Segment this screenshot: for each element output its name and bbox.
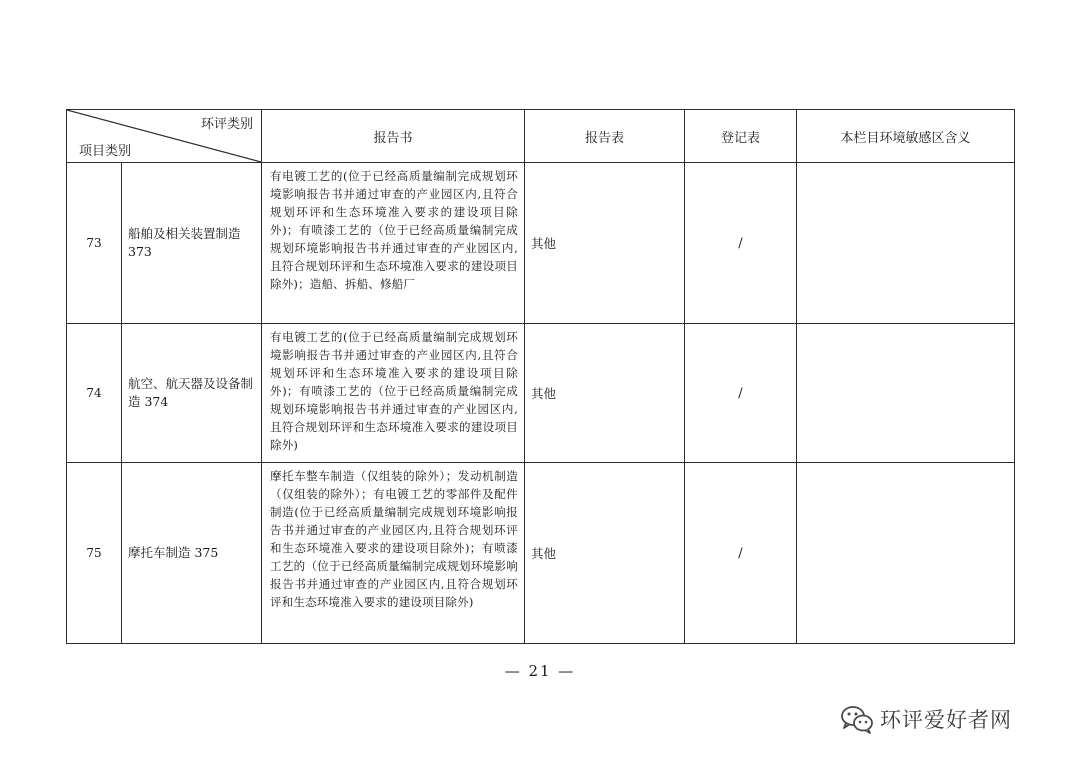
table-row [67,324,1015,463]
project-category-label: 项目类别 [79,144,132,159]
sensitive-area-definition [797,324,1015,463]
row-number: 75 [67,463,122,644]
column-header-registration: 登记表 [685,110,797,163]
column-header-report-book: 报告书 [262,110,525,163]
column-header-sensitive-area: 本栏目环境敏感区含义 [797,110,1015,163]
row-number: 74 [67,324,122,463]
report-book-criteria: 摩托车整车制造（仅组装的除外）；发动机制造（仅组装的除外）；有电镀工艺的零部件及配件制造(位于已经高质量编制完成规划环境影响报告书并通过审查的产业园区内,且符合规划环评和生态环境准入要求的建设项目除外)；有喷漆工艺的（位于已经高质量编制完成规划环境影响报告书并通过审查的产业园区内,且符合规划环评和生态环境准入要求的建设项目除外) [262,463,525,644]
report-book-criteria: 有电镀工艺的(位于已经高质量编制完成规划环境影响报告书并通过审查的产业园区内,且符合规划环评和生态环境准入要求的建设项目除外)；有喷漆工艺的（位于已经高质量编制完成规划环境影响报告书并通过审查的产业园区内,且符合规划环评和生态环境准入要求的建设项目除外) [262,324,525,463]
watermark-text: 环评爱好者网 [880,708,1012,732]
row-number: 73 [67,163,122,324]
project-category: 航空、航天器及设备制造 374 [122,324,262,463]
report-table-criteria: 其他 [525,463,685,644]
header-row [67,110,1015,163]
page-number: — 21 — [504,662,576,680]
watermark [840,702,1012,736]
env-category-label: 环评类别 [200,117,253,132]
registration-criteria: / [685,163,797,324]
sensitive-area-definition [797,163,1015,324]
report-table-criteria: 其他 [525,324,685,463]
classification-table [66,109,1015,644]
report-book-criteria: 有电镀工艺的(位于已经高质量编制完成规划环境影响报告书并通过审查的产业园区内,且符合规划环评和生态环境准入要求的建设项目除外)；有喷漆工艺的（位于已经高质量编制完成规划环境影响报告书并通过审查的产业园区内,且符合规划环评和生态环境准入要求的建设项目除外)；造船、拆船、修船厂 [262,163,525,324]
column-header-report-table: 报告表 [525,110,685,163]
table-row [67,463,1015,644]
registration-criteria: / [685,463,797,644]
project-category: 摩托车制造 375 [122,463,262,644]
sensitive-area-definition [797,463,1015,644]
diagonal-header-cell [67,110,262,163]
wechat-icon [840,704,874,734]
report-table-criteria: 其他 [525,163,685,324]
registration-criteria: / [685,324,797,463]
table-row [67,163,1015,324]
project-category: 船舶及相关装置制造 373 [122,163,262,324]
